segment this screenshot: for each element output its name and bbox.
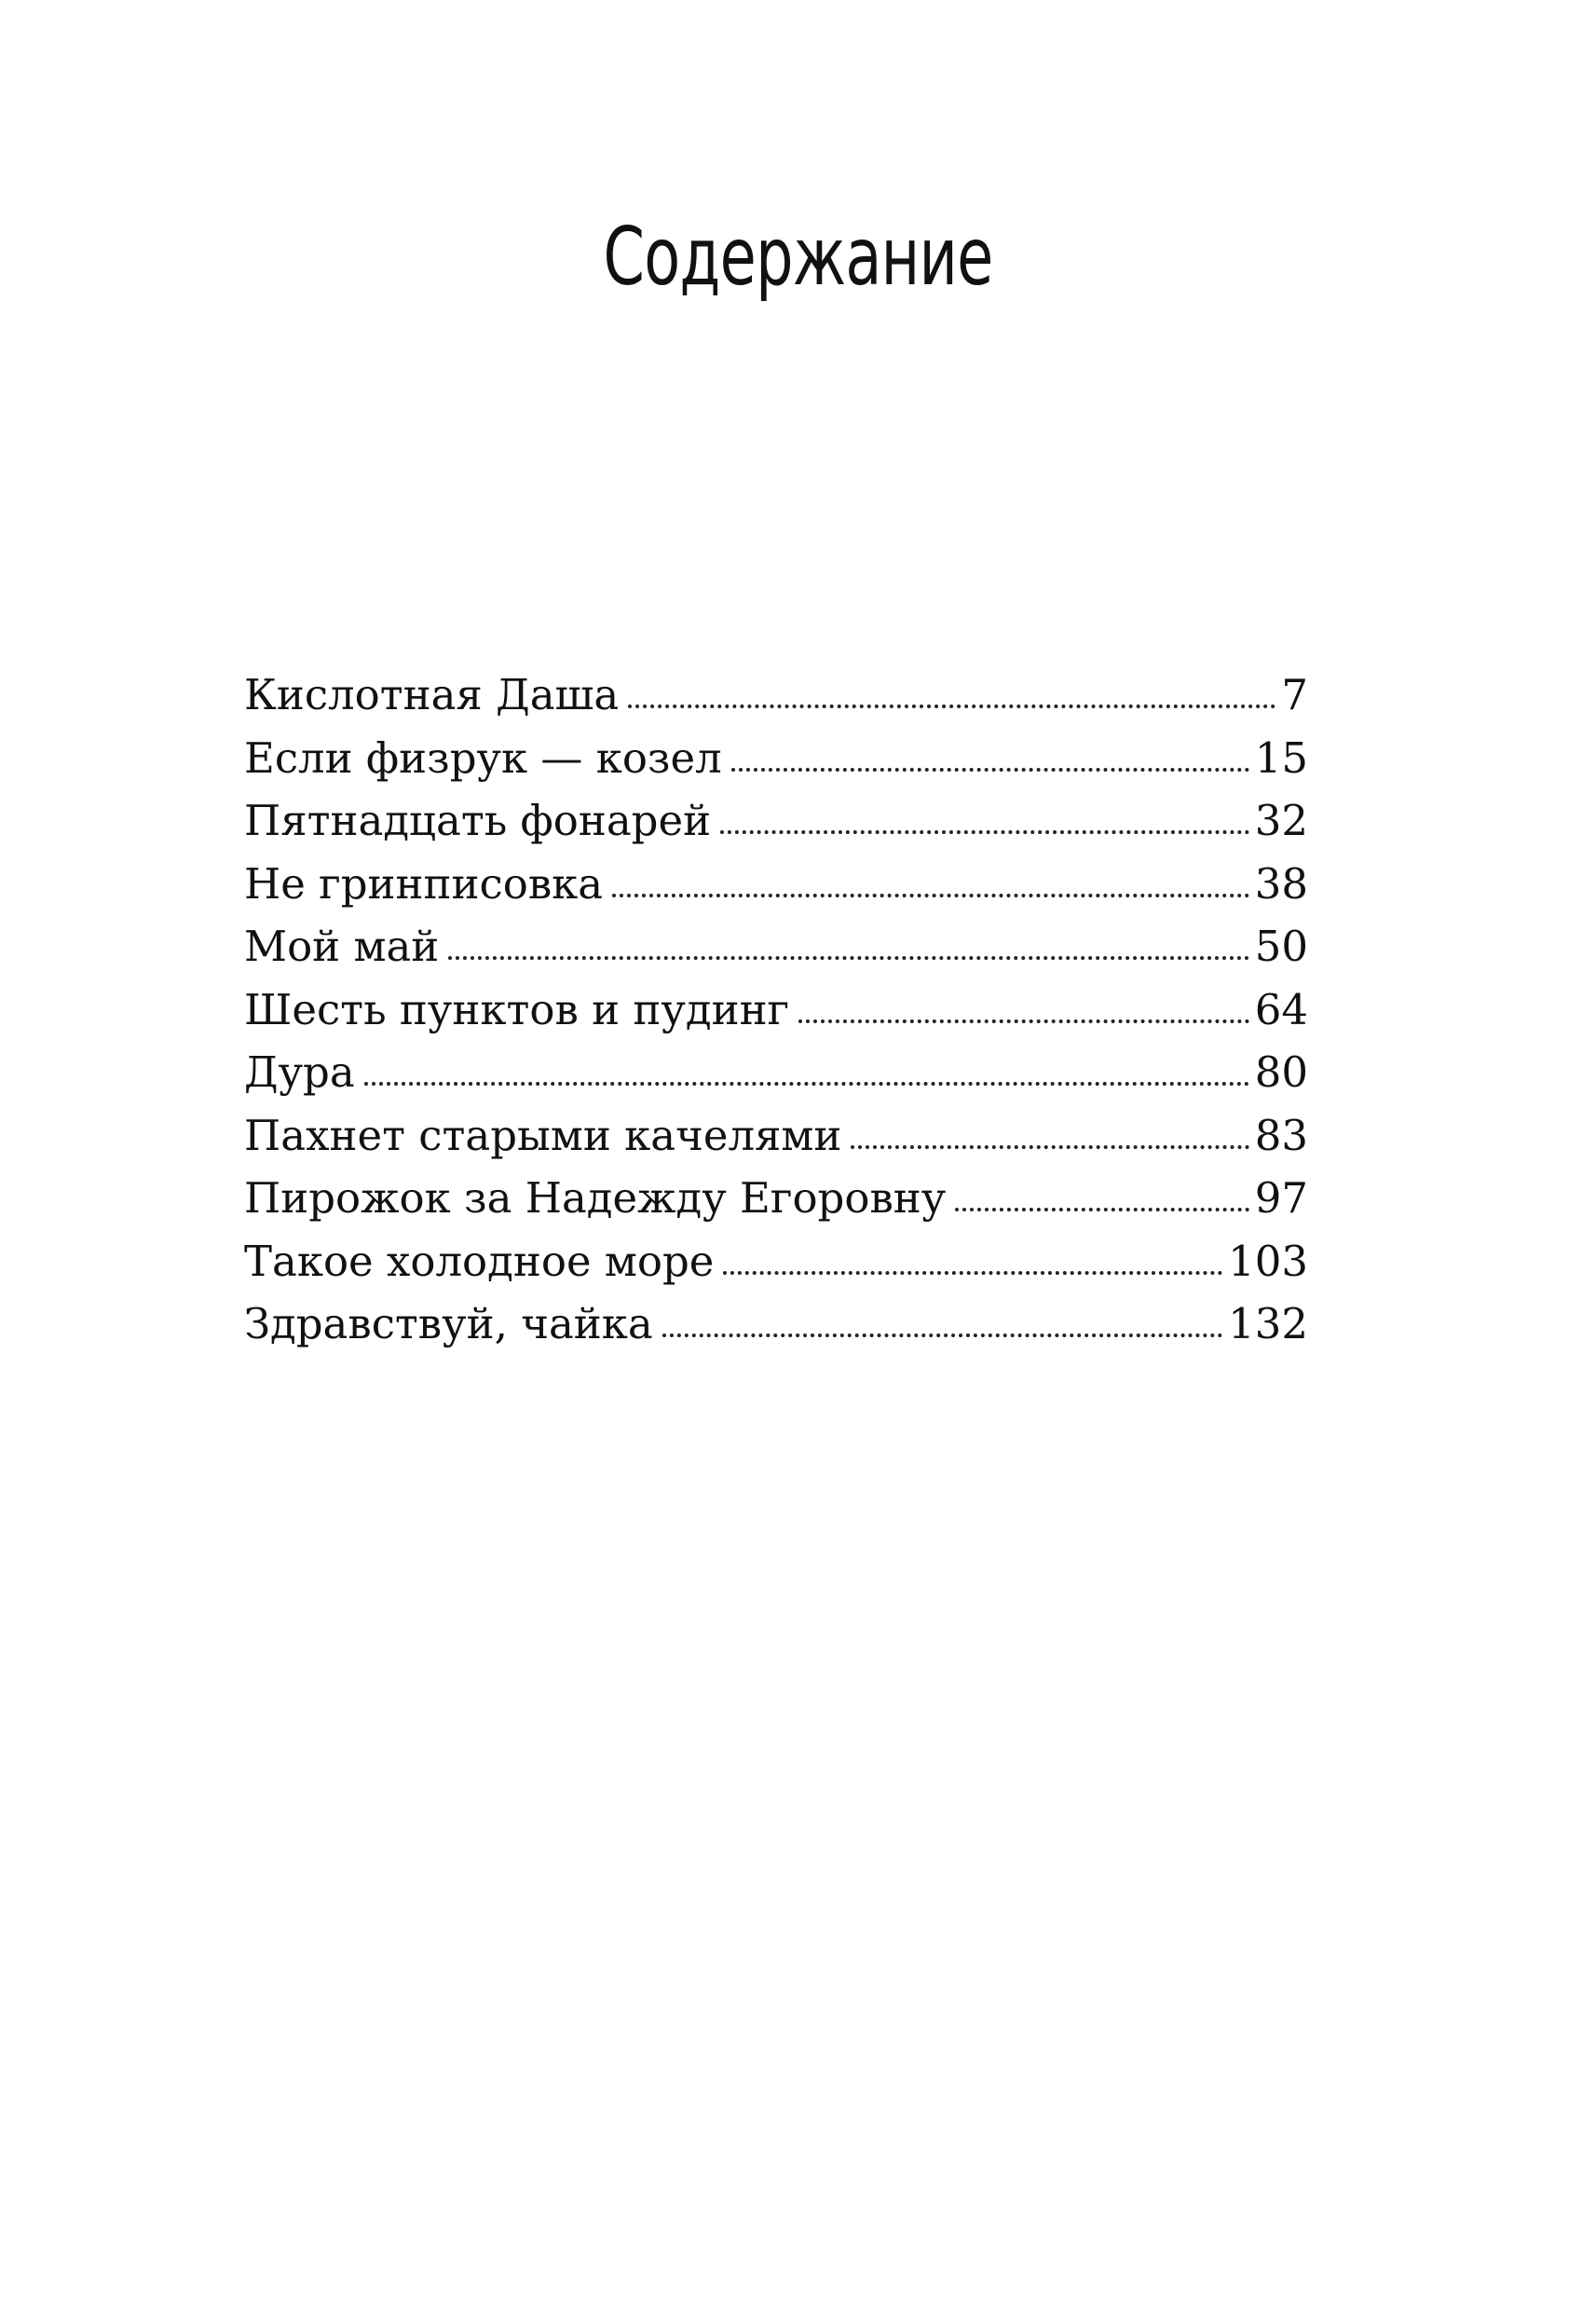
dot-leader xyxy=(720,828,1249,834)
toc-entry-page: 50 xyxy=(1254,922,1308,971)
toc-entry xyxy=(244,1167,1308,1230)
toc-entry xyxy=(244,727,1308,790)
toc-entry-title: Пахнет старыми качелями xyxy=(244,1110,842,1160)
toc-entry-title: Пирожок за Надежду Егоровну xyxy=(244,1173,947,1223)
dot-leader xyxy=(955,1206,1248,1211)
toc-entry xyxy=(244,1104,1308,1168)
toc-entry-page: 103 xyxy=(1228,1236,1308,1286)
dot-leader xyxy=(731,766,1249,772)
toc-entry xyxy=(244,1293,1308,1356)
toc-entry-page: 38 xyxy=(1254,858,1308,909)
toc-entry xyxy=(244,1230,1308,1293)
page-title: Содержание xyxy=(603,211,993,304)
toc-entry-title: Такое холодное море xyxy=(244,1236,715,1286)
toc-entry-page: 64 xyxy=(1254,984,1308,1034)
toc-entry-title: Шесть пунктов и пудинг xyxy=(244,984,790,1034)
dot-leader xyxy=(798,1018,1249,1023)
toc-entry-page: 15 xyxy=(1254,732,1308,783)
toc-entry-title: Кислотная Даша xyxy=(244,670,620,719)
toc-entry xyxy=(244,915,1308,978)
dot-leader xyxy=(628,703,1275,708)
toc-entry xyxy=(244,978,1308,1042)
toc-entry-page: 80 xyxy=(1254,1047,1308,1097)
toc-entry-page: 132 xyxy=(1228,1299,1308,1348)
toc-entry-title: Здравствуй, чайка xyxy=(244,1299,653,1348)
toc-entry-title: Пятнадцать фонарей xyxy=(244,796,712,845)
dot-leader xyxy=(662,1332,1222,1337)
toc-entry-page: 83 xyxy=(1254,1110,1308,1160)
dot-leader xyxy=(723,1269,1222,1275)
dot-leader xyxy=(364,1080,1249,1086)
dot-leader xyxy=(448,954,1248,960)
toc-entry xyxy=(244,853,1308,916)
toc-entry xyxy=(244,1041,1308,1104)
toc-entry-page: 32 xyxy=(1254,796,1308,845)
toc-entry-title: Мой май xyxy=(244,922,440,971)
toc-entry xyxy=(244,664,1308,727)
toc-entry-page: 7 xyxy=(1281,670,1308,719)
dot-leader xyxy=(851,1143,1248,1149)
toc-entry-title: Если физрук — козел xyxy=(244,732,722,783)
table-of-contents xyxy=(244,664,1308,1356)
dot-leader xyxy=(612,892,1249,897)
toc-entry-page: 97 xyxy=(1254,1173,1308,1223)
toc-entry-title: Не гринписовка xyxy=(244,858,604,909)
toc-entry xyxy=(244,789,1308,853)
toc-entry-title: Дура xyxy=(244,1047,355,1097)
